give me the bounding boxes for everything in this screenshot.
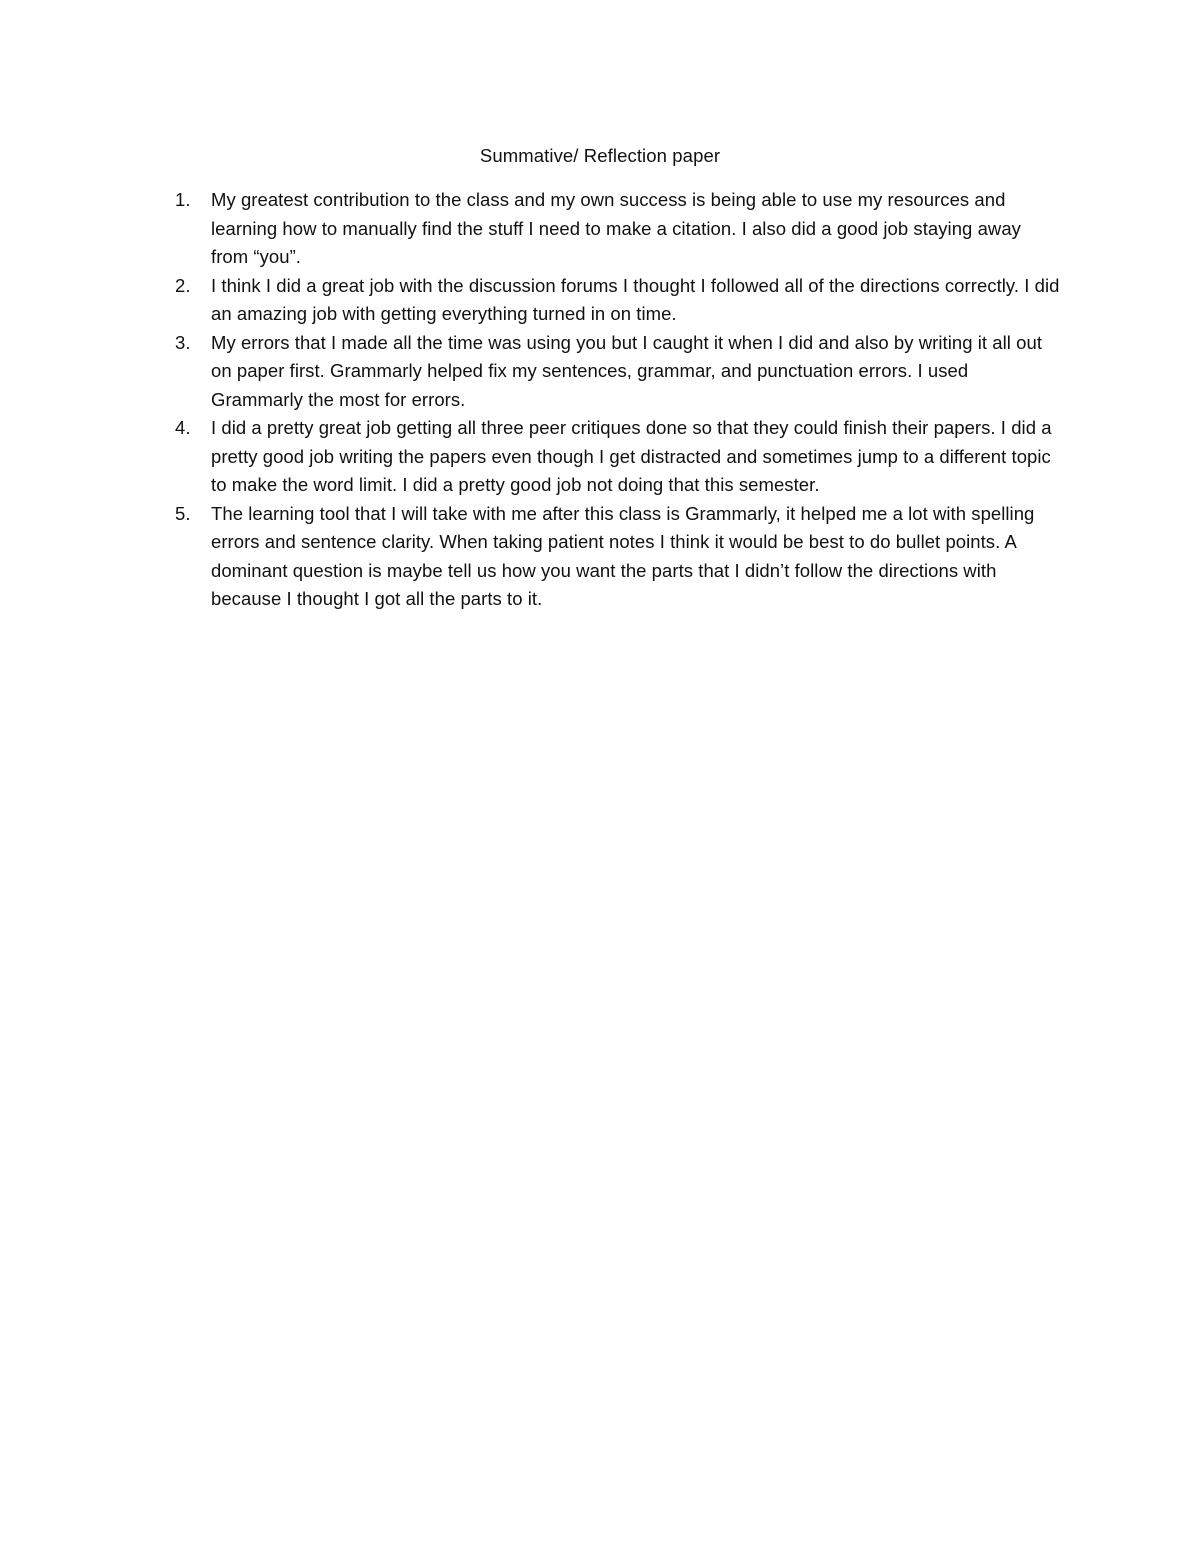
list-item-text: I did a pretty great job getting all three peer critiques done so that they could finish their papers. I did a pretty good job writing the papers even though I get distracted and sometimes jump to a different topic to make the word limit. I did a pretty good job not doing that this semester. <box>211 417 1052 495</box>
list-item-text: The learning tool that I will take with me after this class is Grammarly, it helped me a lot with spelling errors and sentence clarity. When taking patient notes I think it would be best to do bullet points. A dominant question is maybe tell us how you want the parts that I didn’t follow the directions with because I thought I got all the parts to it. <box>211 502 1035 609</box>
list-item-text: I think I did a great job with the discussion forums I thought I followed all of the directions correctly. I did an amazing job with getting everything turned in on time. <box>211 274 1060 324</box>
list-item-number: 1. <box>175 189 191 210</box>
page-title: Summative/ Reflection paper <box>479 145 721 166</box>
list-item-number: 2. <box>175 274 191 296</box>
list-item-number: 4. <box>175 417 191 438</box>
list-item-number: 3. <box>175 331 191 353</box>
list-item-number: 5. <box>175 502 191 524</box>
list-item <box>0 500 1061 614</box>
list-item <box>0 414 1061 500</box>
list-item <box>0 186 1061 272</box>
numbered-list <box>0 186 1200 614</box>
list-item-text: My errors that I made all the time was using you but I caught it when I did and also by writing it all out on paper first. Grammarly helped fix my sentences, grammar, and punctuation errors. I used Grammarly the most for errors. <box>211 331 1043 410</box>
list-item <box>0 272 1061 329</box>
list-item <box>0 329 1061 415</box>
list-item-text: My greatest contribution to the class and my own success is being able to use my resources and learning how to manually find the stuff I need to make a citation. I also did a good job staying away from “you”. <box>211 189 1021 267</box>
